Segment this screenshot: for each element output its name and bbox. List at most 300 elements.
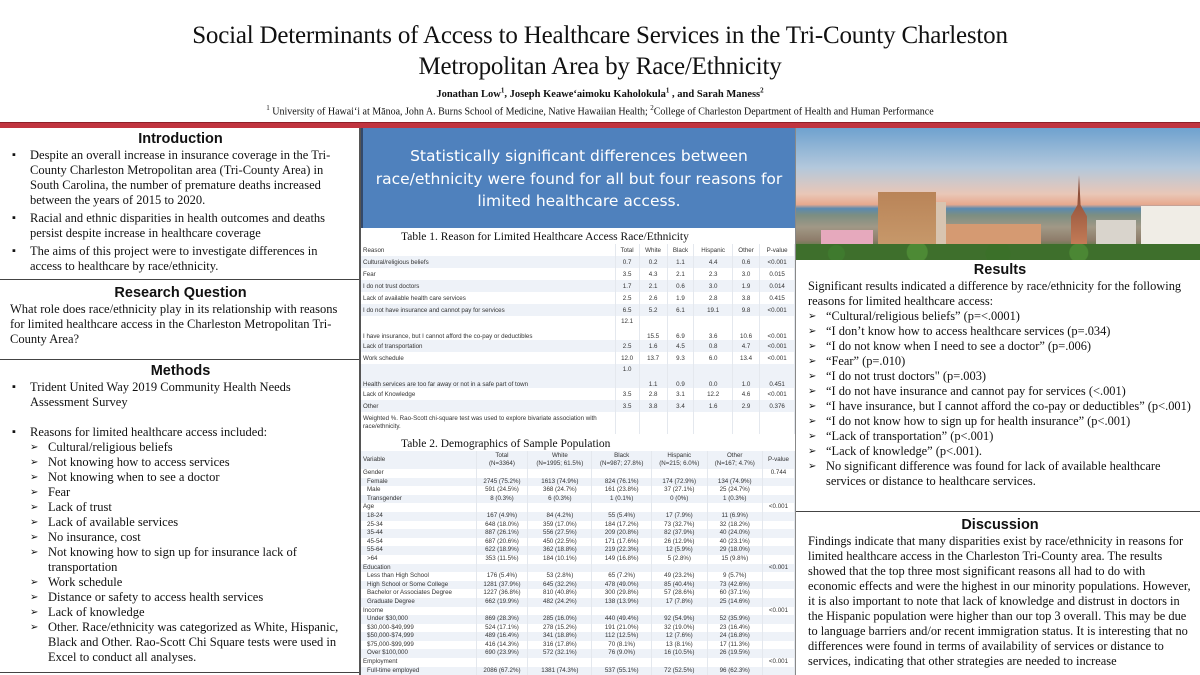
- table2-category-row: [361, 607, 795, 616]
- table1-row: [361, 268, 795, 280]
- table1-value-cell: 3.5: [615, 388, 639, 400]
- table1-value-cell: 15.5: [639, 316, 667, 340]
- table1-column-header: Other: [732, 244, 759, 256]
- table2-value-cell: 810 (40.8%): [528, 589, 592, 598]
- table2-pvalue-cell: [762, 555, 794, 564]
- table2-variable-cell: $50,000-$74,999: [361, 632, 476, 641]
- table1-value-cell: 6.1: [667, 304, 694, 316]
- table2-value-cell: 1 (0.1%): [592, 495, 652, 504]
- table1-value-cell: 10.6: [732, 316, 759, 340]
- table2-value-cell: 176 (5.4%): [476, 572, 528, 581]
- table2-value-cell: 26 (19.5%): [707, 649, 762, 658]
- table2-value-cell: 341 (18.8%): [528, 632, 592, 641]
- table2-value-cell: 40 (24.0%): [707, 529, 762, 538]
- table2-value-cell: 1381 (74.3%): [528, 667, 592, 675]
- table2-value-cell: 524 (17.1%): [476, 624, 528, 633]
- table1-value-cell: 3.0: [732, 268, 759, 280]
- table1-value-cell: 2.1: [639, 280, 667, 292]
- table2-value-cell: 887 (26.1%): [476, 529, 528, 538]
- table2-value-cell: 92 (54.9%): [652, 615, 707, 624]
- table2-column-header: [652, 451, 707, 469]
- key-finding-banner: Statistically significant differences between race/ethnicity were found for all but four reasons for limited healthcare access.: [361, 128, 795, 228]
- table1-column-header: Reason: [361, 244, 615, 256]
- table2-value-cell: 184 (17.2%): [592, 521, 652, 530]
- table2-value-cell: [707, 564, 762, 573]
- column-label: White: [551, 452, 568, 459]
- table1-column-header: Total: [615, 244, 639, 256]
- table2-value-cell: [592, 564, 652, 573]
- table2-value-cell: [707, 658, 762, 667]
- table1-value-cell: 0.015: [760, 268, 795, 280]
- table1-value-cell: 6.5: [615, 304, 639, 316]
- table1-value-cell: 0.0: [694, 364, 732, 388]
- empty-cell: [694, 412, 732, 434]
- table2-value-cell: 300 (29.8%): [592, 589, 652, 598]
- table2-value-cell: 1227 (36.8%): [476, 589, 528, 598]
- table1-value-cell: 2.5: [615, 292, 639, 304]
- table1-value-cell: 1.9: [732, 280, 759, 292]
- table1-value-cell: 5.2: [639, 304, 667, 316]
- table2-variable-cell: Employment: [361, 658, 476, 667]
- table2-value-cell: 17 (11.3%): [707, 641, 762, 650]
- right-column: [795, 128, 1200, 675]
- research-question-section: [0, 280, 359, 360]
- table2-value-cell: 416 (14.3%): [476, 641, 528, 650]
- table2-row: [361, 538, 795, 547]
- table2-row: [361, 632, 795, 641]
- table2-pvalue-cell: [762, 521, 794, 530]
- table1-column-header: White: [639, 244, 667, 256]
- table2-value-cell: 556 (27.5%): [528, 529, 592, 538]
- table2-row: [361, 529, 795, 538]
- methods-reason-item: ➢ Not knowing when to see a doctor: [30, 470, 351, 485]
- table1-reason-cell: I have insurance, but I cannot afford the co-pay or deductibles: [361, 316, 615, 340]
- table2-value-cell: [652, 658, 707, 667]
- methods-reason-item: ➢ Lack of knowledge: [30, 605, 351, 620]
- table2-pvalue-cell: [762, 624, 794, 633]
- table2-value-cell: 72 (52.5%): [652, 667, 707, 675]
- methods-heading: Methods: [150, 363, 211, 379]
- table2-row: [361, 555, 795, 564]
- table2-value-cell: 174 (72.9%): [652, 478, 707, 487]
- discussion-text: Findings indicate that many disparities exist by race/ethnicity in reasons for limited healthcare access in the Charleston Tri-County area. The results showed that the top three most significant reasons all had to do with economic effects and were the highest in our minority populations. However, it is also important to note that lack of knowledge and distrust in doctors in the Hispanic population were higher than our top 3 overall. This may be due to language barriers and/or recent immigration status. It is interesting that no differences were found in terms of availability of services or distance to services, indicating that other strategies are needed to increase: [808, 534, 1191, 668]
- column-sample-size: (N=167; 4.7%): [714, 460, 755, 467]
- table2-value-cell: [528, 503, 592, 512]
- table2-value-cell: [528, 564, 592, 573]
- methods-reason-item: ➢ Not knowing how to sign up for insurance lack of transportation: [30, 545, 351, 575]
- methods-reason-item: ➢ Other. Race/ethnicity was categorized as White, Hispanic, Black and Other. Rao-Scott Chi Square tests were used in Excel to conduct all analyses.: [30, 620, 351, 665]
- table2-value-cell: 149 (16.8%): [592, 555, 652, 564]
- table2-pvalue-cell: [762, 632, 794, 641]
- table2-value-cell: 23 (16.4%): [707, 624, 762, 633]
- methods-bullets: [10, 380, 351, 440]
- table2-value-cell: 52 (35.9%): [707, 615, 762, 624]
- table2-value-cell: 171 (17.6%): [592, 538, 652, 547]
- table1-reason-cell: Lack of Knowledge: [361, 388, 615, 400]
- table1-row: [361, 388, 795, 400]
- table2-row: [361, 624, 795, 633]
- results-item: ➢ “Fear” (p=.010): [808, 354, 1192, 369]
- methods-reason-item: ➢ Distance or safety to access health services: [30, 590, 351, 605]
- table1-value-cell: 4.5: [667, 340, 694, 352]
- table2-value-cell: 5 (2.8%): [652, 555, 707, 564]
- table2-value-cell: [592, 469, 652, 478]
- author-2: Joseph Keawe‘aimoku Kaholokula$^1$: [509, 86, 670, 100]
- table2-value-cell: [528, 607, 592, 616]
- table2-value-cell: 25 (24.7%): [707, 486, 762, 495]
- table2-value-cell: 112 (12.5%): [592, 632, 652, 641]
- table2-value-cell: 316 (17.8%): [528, 641, 592, 650]
- table2-value-cell: 285 (16.0%): [528, 615, 592, 624]
- table1-value-cell: 1.0: [615, 364, 639, 388]
- table2-variable-cell: >64: [361, 555, 476, 564]
- results-item: ➢ “I do not trust doctors" (p=.003): [808, 369, 1192, 384]
- table2-value-cell: [652, 503, 707, 512]
- table2-value-cell: 12 (5.9%): [652, 546, 707, 555]
- table1-value-cell: 1.1: [639, 364, 667, 388]
- table1-header-row: [361, 244, 795, 256]
- table2-column-header: [361, 451, 476, 469]
- results-item: ➢ “I do not know how to sign up for health insurance” (p<.001): [808, 414, 1192, 429]
- table2-row: [361, 589, 795, 598]
- results-item: ➢ “Lack of transportation” (p<.001): [808, 429, 1192, 444]
- table2-variable-cell: Full-time employed: [361, 667, 476, 675]
- table2-variable-cell: Less than High School: [361, 572, 476, 581]
- methods-reason-item: ➢ Lack of trust: [30, 500, 351, 515]
- table2-value-cell: 687 (20.6%): [476, 538, 528, 547]
- table1-value-cell: 1.7: [615, 280, 639, 292]
- table2-value-cell: [707, 469, 762, 478]
- table1-value-cell: 0.014: [760, 280, 795, 292]
- table1-value-cell: 0.8: [694, 340, 732, 352]
- table2-value-cell: 12 (7.6%): [652, 632, 707, 641]
- table2-column-header: [476, 451, 528, 469]
- table2-pvalue-cell: [762, 546, 794, 555]
- table2-variable-cell: Transgender: [361, 495, 476, 504]
- author-list: Jonathan Low$^1$, Joseph Keawe‘aimoku Kaholokula$^1$ , and Sarah Maness$^2$: [436, 86, 764, 100]
- table1-reason-cell: Other: [361, 400, 615, 412]
- table1-value-cell: 4.6: [732, 388, 759, 400]
- table2-variable-cell: Male: [361, 486, 476, 495]
- table2-value-cell: 16 (10.5%): [652, 649, 707, 658]
- methods-reason-item: ➢ Work schedule: [30, 575, 351, 590]
- table2-variable-cell: Education: [361, 564, 476, 573]
- table1-reason-cell: Lack of available health care services: [361, 292, 615, 304]
- table2-column-header: [528, 451, 592, 469]
- table2-value-cell: [592, 607, 652, 616]
- table2-pvalue-cell: 0.744: [762, 469, 794, 478]
- table1-caption: Table 1. Reason for Limited Healthcare Access Race/Ethnicity: [401, 231, 689, 243]
- table2-value-cell: 645 (32.2%): [528, 581, 592, 590]
- affiliation-2: College of Charleston Department of Health and Human Performance: [653, 105, 934, 117]
- table2-pvalue-cell: [762, 649, 794, 658]
- table2-value-cell: [592, 503, 652, 512]
- table2-category-row: [361, 469, 795, 478]
- table2-variable-cell: Over $100,000: [361, 649, 476, 658]
- table1-row: [361, 364, 795, 388]
- table1-value-cell: 3.5: [615, 400, 639, 412]
- table2-value-cell: 32 (18.2%): [707, 521, 762, 530]
- table2-value-cell: 84 (4.2%): [528, 512, 592, 521]
- table2-value-cell: [652, 564, 707, 573]
- table2-pvalue-cell: [762, 495, 794, 504]
- table2-value-cell: 478 (49.0%): [592, 581, 652, 590]
- table2-value-cell: 65 (7.2%): [592, 572, 652, 581]
- table1-value-cell: 13.7: [639, 352, 667, 364]
- table2-row: [361, 495, 795, 504]
- table1-value-cell: 4.7: [732, 340, 759, 352]
- table1-value-cell: 1.9: [667, 292, 694, 304]
- table1-row: [361, 340, 795, 352]
- table1-value-cell: 2.1: [667, 268, 694, 280]
- table2-value-cell: 209 (20.8%): [592, 529, 652, 538]
- table2-row: [361, 521, 795, 530]
- table1-value-cell: 1.0: [732, 364, 759, 388]
- methods-bullet-reasons: ▪ Reasons for limited healthcare access included:: [10, 425, 351, 440]
- table2-pvalue-cell: [762, 581, 794, 590]
- table1-reason-cell: I do not have insurance and cannot pay for services: [361, 304, 615, 316]
- poster-title: [0, 0, 1200, 82]
- results-item: ➢ “I don’t know how to access healthcare services (p=.034): [808, 324, 1192, 339]
- table1-value-cell: 0.6: [667, 280, 694, 292]
- table2-value-cell: 29 (18.0%): [707, 546, 762, 555]
- table2-value-cell: 1281 (37.9%): [476, 581, 528, 590]
- table2-row: [361, 486, 795, 495]
- table2-variable-cell: 18-24: [361, 512, 476, 521]
- results-item: ➢ “I do not have insurance and cannot pay for services (<.001): [808, 384, 1192, 399]
- table1-value-cell: <0.001: [760, 352, 795, 364]
- charleston-skyline-photo: [796, 128, 1200, 260]
- table2-variable-cell: $75,000-$99,999: [361, 641, 476, 650]
- table2-value-cell: 49 (23.2%): [652, 572, 707, 581]
- methods-bullet-survey: ▪ Trident United Way 2019 Community Health Needs Assessment Survey: [10, 380, 351, 410]
- column-sample-size: (N=215; 6.0%): [659, 460, 700, 467]
- table1-value-cell: <0.001: [760, 316, 795, 340]
- table2-variable-cell: Age: [361, 503, 476, 512]
- table2-value-cell: 167 (4.9%): [476, 512, 528, 521]
- table1-note-row: [361, 412, 795, 434]
- table1-value-cell: 3.1: [667, 388, 694, 400]
- table2-demographics: [361, 451, 795, 675]
- table2-column-header: [592, 451, 652, 469]
- table2-value-cell: [707, 503, 762, 512]
- table2-value-cell: [707, 607, 762, 616]
- table2-variable-cell: Female: [361, 478, 476, 487]
- table1-row: [361, 304, 795, 316]
- table1-value-cell: 3.6: [694, 316, 732, 340]
- table2-pvalue-cell: [762, 667, 794, 675]
- table2-value-cell: [476, 503, 528, 512]
- table1-reason-cell: I do not trust doctors: [361, 280, 615, 292]
- table2-variable-cell: 55-64: [361, 546, 476, 555]
- table2-value-cell: [528, 469, 592, 478]
- empty-cell: [639, 412, 667, 434]
- table1-value-cell: 3.5: [615, 268, 639, 280]
- author-3: and Sarah Maness$^2$: [677, 86, 764, 100]
- tree-canopy: [796, 244, 1200, 260]
- table2-category-row: [361, 564, 795, 573]
- table2-row: [361, 615, 795, 624]
- introduction-bullet: ▪ The aims of this project were to investigate differences in access to healthcare by race/ethnicity.: [10, 244, 351, 274]
- results-item: ➢ “Cultural/religious beliefs” (p=<.0001): [808, 309, 1192, 324]
- methods-reason-item: ➢ Cultural/religious beliefs: [30, 440, 351, 455]
- table2-pvalue-cell: [762, 486, 794, 495]
- table2-value-cell: 8 (0.3%): [476, 495, 528, 504]
- table2-value-cell: 24 (16.8%): [707, 632, 762, 641]
- table2-variable-cell: Bachelor or Associates Degree: [361, 589, 476, 598]
- table1-value-cell: 2.3: [694, 268, 732, 280]
- table2-value-cell: 85 (40.4%): [652, 581, 707, 590]
- table2-value-cell: 353 (11.5%): [476, 555, 528, 564]
- table1-value-cell: <0.001: [760, 388, 795, 400]
- table2-value-cell: 37 (27.1%): [652, 486, 707, 495]
- table2-value-cell: 648 (18.0%): [476, 521, 528, 530]
- table2-value-cell: 1 (0.3%): [707, 495, 762, 504]
- table2-value-cell: 368 (24.7%): [528, 486, 592, 495]
- table1-value-cell: 2.8: [694, 292, 732, 304]
- introduction-section: [0, 128, 359, 280]
- table1-value-cell: 0.2: [639, 256, 667, 268]
- table2-variable-cell: Income: [361, 607, 476, 616]
- table2-value-cell: 1613 (74.9%): [528, 478, 592, 487]
- table1-reason-cell: Health services are too far away or not in a safe part of town: [361, 364, 615, 388]
- table2-caption: Table 2. Demographics of Sample Population: [401, 438, 611, 450]
- table2-variable-cell: Under $30,000: [361, 615, 476, 624]
- table2-value-cell: 17 (7.8%): [652, 598, 707, 607]
- table2-pvalue-cell: [762, 598, 794, 607]
- table1-value-cell: <0.001: [760, 256, 795, 268]
- table1-value-cell: 2.5: [615, 340, 639, 352]
- table2-pvalue-cell: <0.001: [762, 658, 794, 667]
- results-item: ➢ No significant difference was found for lack of available healthcare services or distance to healthcare services.: [808, 459, 1192, 489]
- table1-value-cell: 3.0: [694, 280, 732, 292]
- results-section: [796, 260, 1200, 512]
- methods-reasons-list: [30, 440, 351, 665]
- table2-variable-cell: 35-44: [361, 529, 476, 538]
- table1-row: [361, 316, 795, 340]
- table1-value-cell: 19.1: [694, 304, 732, 316]
- table1-value-cell: 12.1: [615, 316, 639, 340]
- table2-value-cell: 138 (13.9%): [592, 598, 652, 607]
- table1-row: [361, 400, 795, 412]
- table2-category-row: [361, 658, 795, 667]
- research-question-heading: Research Question: [114, 285, 247, 301]
- column-sample-size: (N=987; 27.8%): [599, 460, 644, 467]
- table2-value-cell: 134 (74.9%): [707, 478, 762, 487]
- table1-reason-cell: Fear: [361, 268, 615, 280]
- table1-value-cell: 3.8: [639, 400, 667, 412]
- table2-value-cell: 359 (17.0%): [528, 521, 592, 530]
- table2-value-cell: [652, 469, 707, 478]
- table2-value-cell: 25 (14.6%): [707, 598, 762, 607]
- table2-header-row: [361, 451, 795, 469]
- table2-value-cell: 450 (22.5%): [528, 538, 592, 547]
- table2-value-cell: 53 (2.8%): [528, 572, 592, 581]
- column-label: Other: [726, 452, 743, 459]
- table1-reason-cell: Cultural/religious beliefs: [361, 256, 615, 268]
- methods-reason-item: ➢ No insurance, cost: [30, 530, 351, 545]
- table2-value-cell: [592, 658, 652, 667]
- table1-value-cell: 6.9: [667, 316, 694, 340]
- table2-value-cell: 11 (6.9%): [707, 512, 762, 521]
- table2-value-cell: 70 (8.1%): [592, 641, 652, 650]
- table1-row: [361, 292, 795, 304]
- table1-value-cell: 4.3: [639, 268, 667, 280]
- table2-value-cell: 869 (28.3%): [476, 615, 528, 624]
- introduction-heading: Introduction: [138, 131, 223, 147]
- table1-value-cell: 9.3: [667, 352, 694, 364]
- table2-value-cell: 6 (0.3%): [528, 495, 592, 504]
- table1-value-cell: 6.0: [694, 352, 732, 364]
- results-intro: Significant results indicated a difference by race/ethnicity for the following reasons for limited healthcare access:: [808, 279, 1182, 308]
- table1-value-cell: 9.8: [732, 304, 759, 316]
- table2-value-cell: 362 (18.8%): [528, 546, 592, 555]
- table2-value-cell: 482 (24.2%): [528, 598, 592, 607]
- table2-pvalue-cell: [762, 529, 794, 538]
- church-steeple: [1071, 175, 1087, 250]
- table2-pvalue-cell: [762, 538, 794, 547]
- building: [936, 202, 946, 250]
- column-sample-size: (N=3364): [488, 460, 515, 467]
- column-label: Variable: [363, 456, 386, 463]
- author-1: Jonathan Low$^1$: [436, 86, 505, 100]
- table1-reason-cell: Lack of transportation: [361, 340, 615, 352]
- table2-variable-cell: $30,000-$49,999: [361, 624, 476, 633]
- results-list: [808, 309, 1192, 489]
- table2-pvalue-cell: <0.001: [762, 607, 794, 616]
- table2-value-cell: 57 (28.6%): [652, 589, 707, 598]
- table1-value-cell: <0.001: [760, 340, 795, 352]
- table1-value-cell: 3.8: [732, 292, 759, 304]
- table1-value-cell: 0.451: [760, 364, 795, 388]
- table2-variable-cell: High School or Some College: [361, 581, 476, 590]
- table2-value-cell: 824 (76.1%): [592, 478, 652, 487]
- results-item: ➢ “I have insurance, but I cannot afford the co-pay or deductibles” (p<.001): [808, 399, 1192, 414]
- methods-reason-item: ➢ Not knowing how to access services: [30, 455, 351, 470]
- table1-value-cell: 12.0: [615, 352, 639, 364]
- table2-value-cell: 622 (18.9%): [476, 546, 528, 555]
- table1-value-cell: 0.6: [732, 256, 759, 268]
- column-sample-size: (N=1995; 61.5%): [536, 460, 584, 467]
- table2-value-cell: [476, 564, 528, 573]
- table2-row: [361, 512, 795, 521]
- table2-value-cell: 15 (9.8%): [707, 555, 762, 564]
- table2-row: [361, 641, 795, 650]
- table2-variable-cell: 25-34: [361, 521, 476, 530]
- discussion-heading: Discussion: [961, 517, 1039, 533]
- table2-variable-cell: Gender: [361, 469, 476, 478]
- empty-cell: [667, 412, 694, 434]
- column-label: Total: [495, 452, 509, 459]
- table1-value-cell: 2.9: [732, 400, 759, 412]
- empty-cell: [732, 412, 759, 434]
- discussion-section: [796, 512, 1200, 673]
- table1-column-header: P-value: [760, 244, 795, 256]
- table1-value-cell: 1.6: [639, 340, 667, 352]
- table1-value-cell: 0.9: [667, 364, 694, 388]
- table1-value-cell: 1.1: [667, 256, 694, 268]
- table2-value-cell: 591 (24.5%): [476, 486, 528, 495]
- table2-column-header: [707, 451, 762, 469]
- table1-value-cell: 2.8: [639, 388, 667, 400]
- table2-value-cell: 184 (10.1%): [528, 555, 592, 564]
- results-item: ➢ “Lack of knowledge” (p<.001).: [808, 444, 1192, 459]
- empty-cell: [615, 412, 639, 434]
- table1-column-header: Black: [667, 244, 694, 256]
- table2-value-cell: 73 (42.6%): [707, 581, 762, 590]
- table1-value-cell: 2.6: [639, 292, 667, 304]
- table2-pvalue-cell: [762, 572, 794, 581]
